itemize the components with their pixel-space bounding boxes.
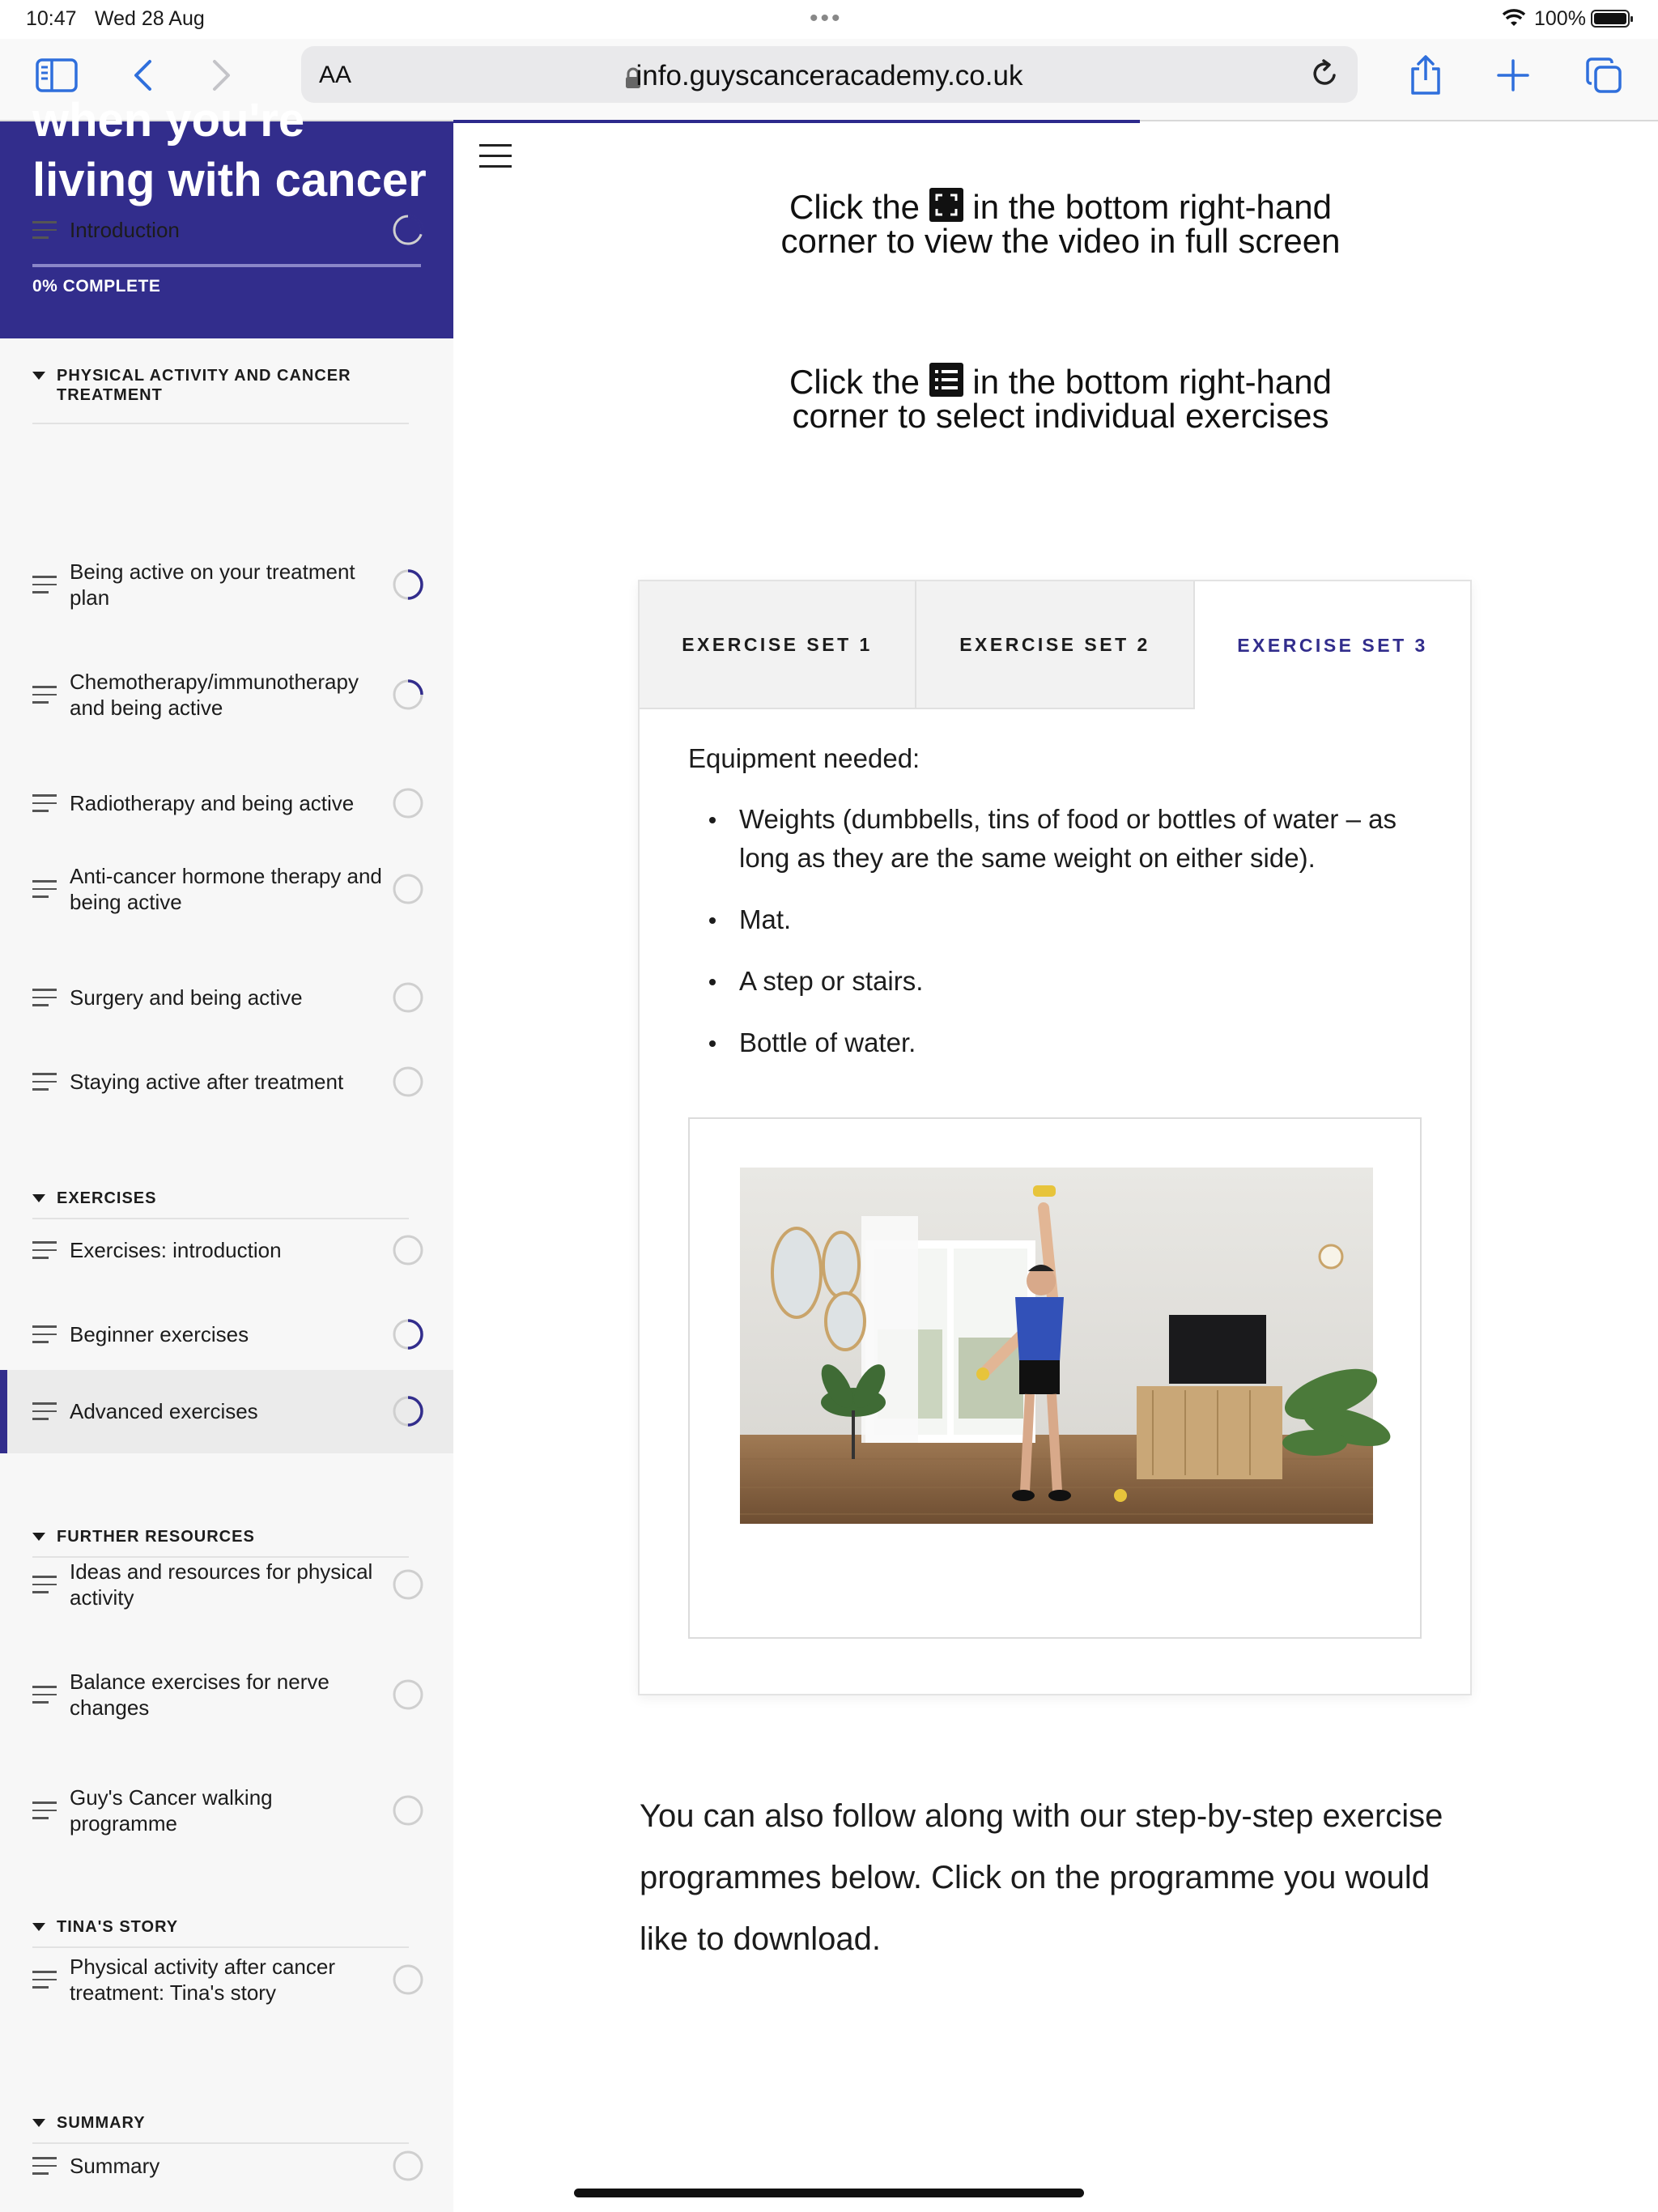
progress-ring-icon [392, 1234, 424, 1266]
new-tab-icon[interactable] [1496, 55, 1530, 96]
tab-exercise-set-1[interactable]: EXERCISE SET 1 [640, 581, 916, 709]
fullscreen-icon [929, 188, 963, 222]
lesson-lines-icon [32, 880, 57, 898]
lesson-label: Summary [70, 2154, 160, 2178]
lesson-label: Balance exercises for nerve changes [70, 1670, 329, 1720]
equipment-list [688, 800, 1433, 1085]
multitasking-dots-icon[interactable]: ••• [810, 5, 843, 32]
share-icon[interactable] [1409, 55, 1443, 96]
video-thumbnail[interactable] [740, 1168, 1373, 1524]
lesson-item[interactable] [0, 1049, 453, 1114]
course-progress-label: 0% COMPLETE [32, 277, 161, 296]
caret-down-icon [32, 1194, 45, 1202]
tabs-overview-icon[interactable] [1585, 55, 1622, 96]
wifi-icon [1502, 8, 1526, 33]
list-item: Weights (dumbbells, tins of food or bottles of water – as long as they are the same weight on either side). [688, 800, 1433, 878]
lesson-item[interactable] [0, 1544, 453, 1625]
course-sidebar [0, 94, 453, 2212]
lesson-label: Advanced exercises [70, 1399, 258, 1423]
lesson-item[interactable] [0, 654, 453, 735]
lesson-item[interactable] [0, 965, 453, 1030]
equipment-heading: Equipment needed: [688, 743, 920, 773]
lesson-lines-icon [32, 221, 57, 239]
progress-ring-icon [392, 1318, 424, 1351]
chapters-instruction: Click the in the bottom right-hand corner to select individual exercises [789, 363, 1332, 435]
follow-along-text: You can also follow along with our step-by-step exercise programmes below. Click on the programme you would like to download. [640, 1798, 1443, 1957]
status-date: Wed 28 Aug [95, 7, 205, 30]
menu-hamburger-icon[interactable] [479, 144, 512, 168]
section-label: FURTHER RESOURCES [57, 1528, 255, 1546]
lesson-lines-icon [32, 794, 57, 812]
lesson-lines-icon [32, 576, 57, 593]
section-heading[interactable] [32, 1917, 413, 1937]
lesson-lines-icon [32, 1073, 57, 1091]
lesson-label: Ideas and resources for physical activity [70, 1559, 373, 1610]
course-title: when you're living with cancer [32, 94, 427, 206]
caret-down-icon [32, 2119, 45, 2127]
tab-exercise-set-3[interactable]: EXERCISE SET 3 [1195, 581, 1470, 709]
progress-ring-icon [392, 873, 424, 905]
forward-icon[interactable] [207, 55, 236, 96]
course-progress-bar [32, 264, 421, 267]
progress-ring-icon [392, 1678, 424, 1711]
section-label: EXERCISES [57, 1189, 157, 1207]
section-divider [32, 423, 409, 424]
progress-ring-icon [392, 1066, 424, 1098]
caret-down-icon [32, 1923, 45, 1931]
lesson-item[interactable] [0, 1302, 453, 1367]
lesson-lines-icon [32, 1686, 57, 1704]
lesson-label: Staying active after treatment [70, 1070, 344, 1094]
battery-icon [1591, 10, 1630, 28]
lesson-label: Surgery and being active [70, 985, 303, 1010]
section-heading[interactable] [32, 366, 413, 405]
lesson-label: Radiotherapy and being active [70, 791, 355, 815]
exercise-tabs-card [638, 580, 1472, 1695]
progress-ring-icon [392, 1395, 424, 1427]
sidebar-toggle-icon[interactable] [34, 55, 79, 96]
list-item: Mat. [688, 900, 1433, 939]
lesson-item[interactable] [0, 1370, 453, 1453]
fullscreen-instruction: Click the in the bottom right-hand corner to view the video in full screen [780, 188, 1341, 260]
caret-down-icon [32, 372, 45, 380]
lesson-label: Anti-cancer hormone therapy and being active [70, 864, 382, 914]
progress-ring-icon [392, 214, 424, 246]
lesson-item[interactable] [0, 1218, 453, 1283]
section-label: SUMMARY [57, 2114, 146, 2132]
progress-ring-icon [392, 1568, 424, 1601]
address-bar[interactable] [301, 46, 1358, 103]
lesson-item[interactable] [0, 198, 453, 262]
lesson-item[interactable] [0, 771, 453, 836]
lesson-lines-icon [32, 2157, 57, 2175]
list-item: A step or stairs. [688, 962, 1433, 1001]
lesson-lines-icon [32, 1802, 57, 1819]
url-text: info.guyscanceracademy.co.uk [636, 60, 1023, 91]
text-size-button[interactable]: AA [319, 62, 352, 88]
progress-ring-icon [392, 1963, 424, 1996]
status-bar [0, 0, 1658, 39]
lesson-label: Being active on your treatment plan [70, 559, 355, 610]
lesson-item[interactable] [0, 1654, 453, 1735]
progress-ring-icon [392, 678, 424, 711]
list-item: Bottle of water. [688, 1023, 1433, 1062]
lesson-label: Chemotherapy/immunotherapy and being active [70, 670, 359, 720]
tab-exercise-set-2[interactable]: EXERCISE SET 2 [916, 581, 1195, 709]
lesson-lines-icon [32, 1241, 57, 1259]
section-label: TINA'S STORY [57, 1918, 179, 1936]
lesson-lines-icon [32, 1576, 57, 1593]
section-label: PHYSICAL ACTIVITY AND CANCER TREATMENT [57, 367, 351, 404]
battery-percent: 100% [1534, 7, 1586, 30]
chapters-list-icon [929, 363, 963, 397]
progress-ring-icon [392, 787, 424, 819]
progress-ring-icon [392, 981, 424, 1014]
lesson-item[interactable] [0, 849, 453, 929]
lesson-label: Introduction [70, 218, 180, 242]
reload-icon[interactable] [1309, 57, 1341, 94]
progress-ring-icon [392, 1794, 424, 1827]
lesson-label: Beginner exercises [70, 1322, 249, 1346]
lesson-lines-icon [32, 1402, 57, 1420]
lesson-label: Physical activity after cancer treatment: Tina's story [70, 1955, 336, 2005]
lesson-lines-icon [32, 1325, 57, 1343]
progress-ring-icon [392, 2150, 424, 2182]
lesson-item[interactable] [0, 544, 453, 625]
status-time: 10:47 [26, 7, 77, 30]
page-load-progress [453, 120, 1140, 123]
lesson-lines-icon [32, 989, 57, 1006]
progress-ring-icon [392, 568, 424, 601]
home-indicator[interactable] [574, 2189, 1084, 2197]
lesson-item[interactable] [0, 2133, 453, 2198]
lesson-item[interactable] [0, 1939, 453, 2020]
lesson-label: Guy's Cancer walking programme [70, 1785, 273, 1836]
lesson-lines-icon [32, 1971, 57, 1989]
back-icon[interactable] [128, 55, 157, 96]
caret-down-icon [32, 1533, 45, 1541]
section-heading[interactable] [32, 1189, 413, 1208]
video-player[interactable] [688, 1117, 1422, 1639]
lesson-label: Exercises: introduction [70, 1238, 282, 1262]
lesson-item[interactable] [0, 1778, 453, 1843]
section-heading[interactable] [32, 2113, 413, 2133]
lesson-lines-icon [32, 686, 57, 704]
